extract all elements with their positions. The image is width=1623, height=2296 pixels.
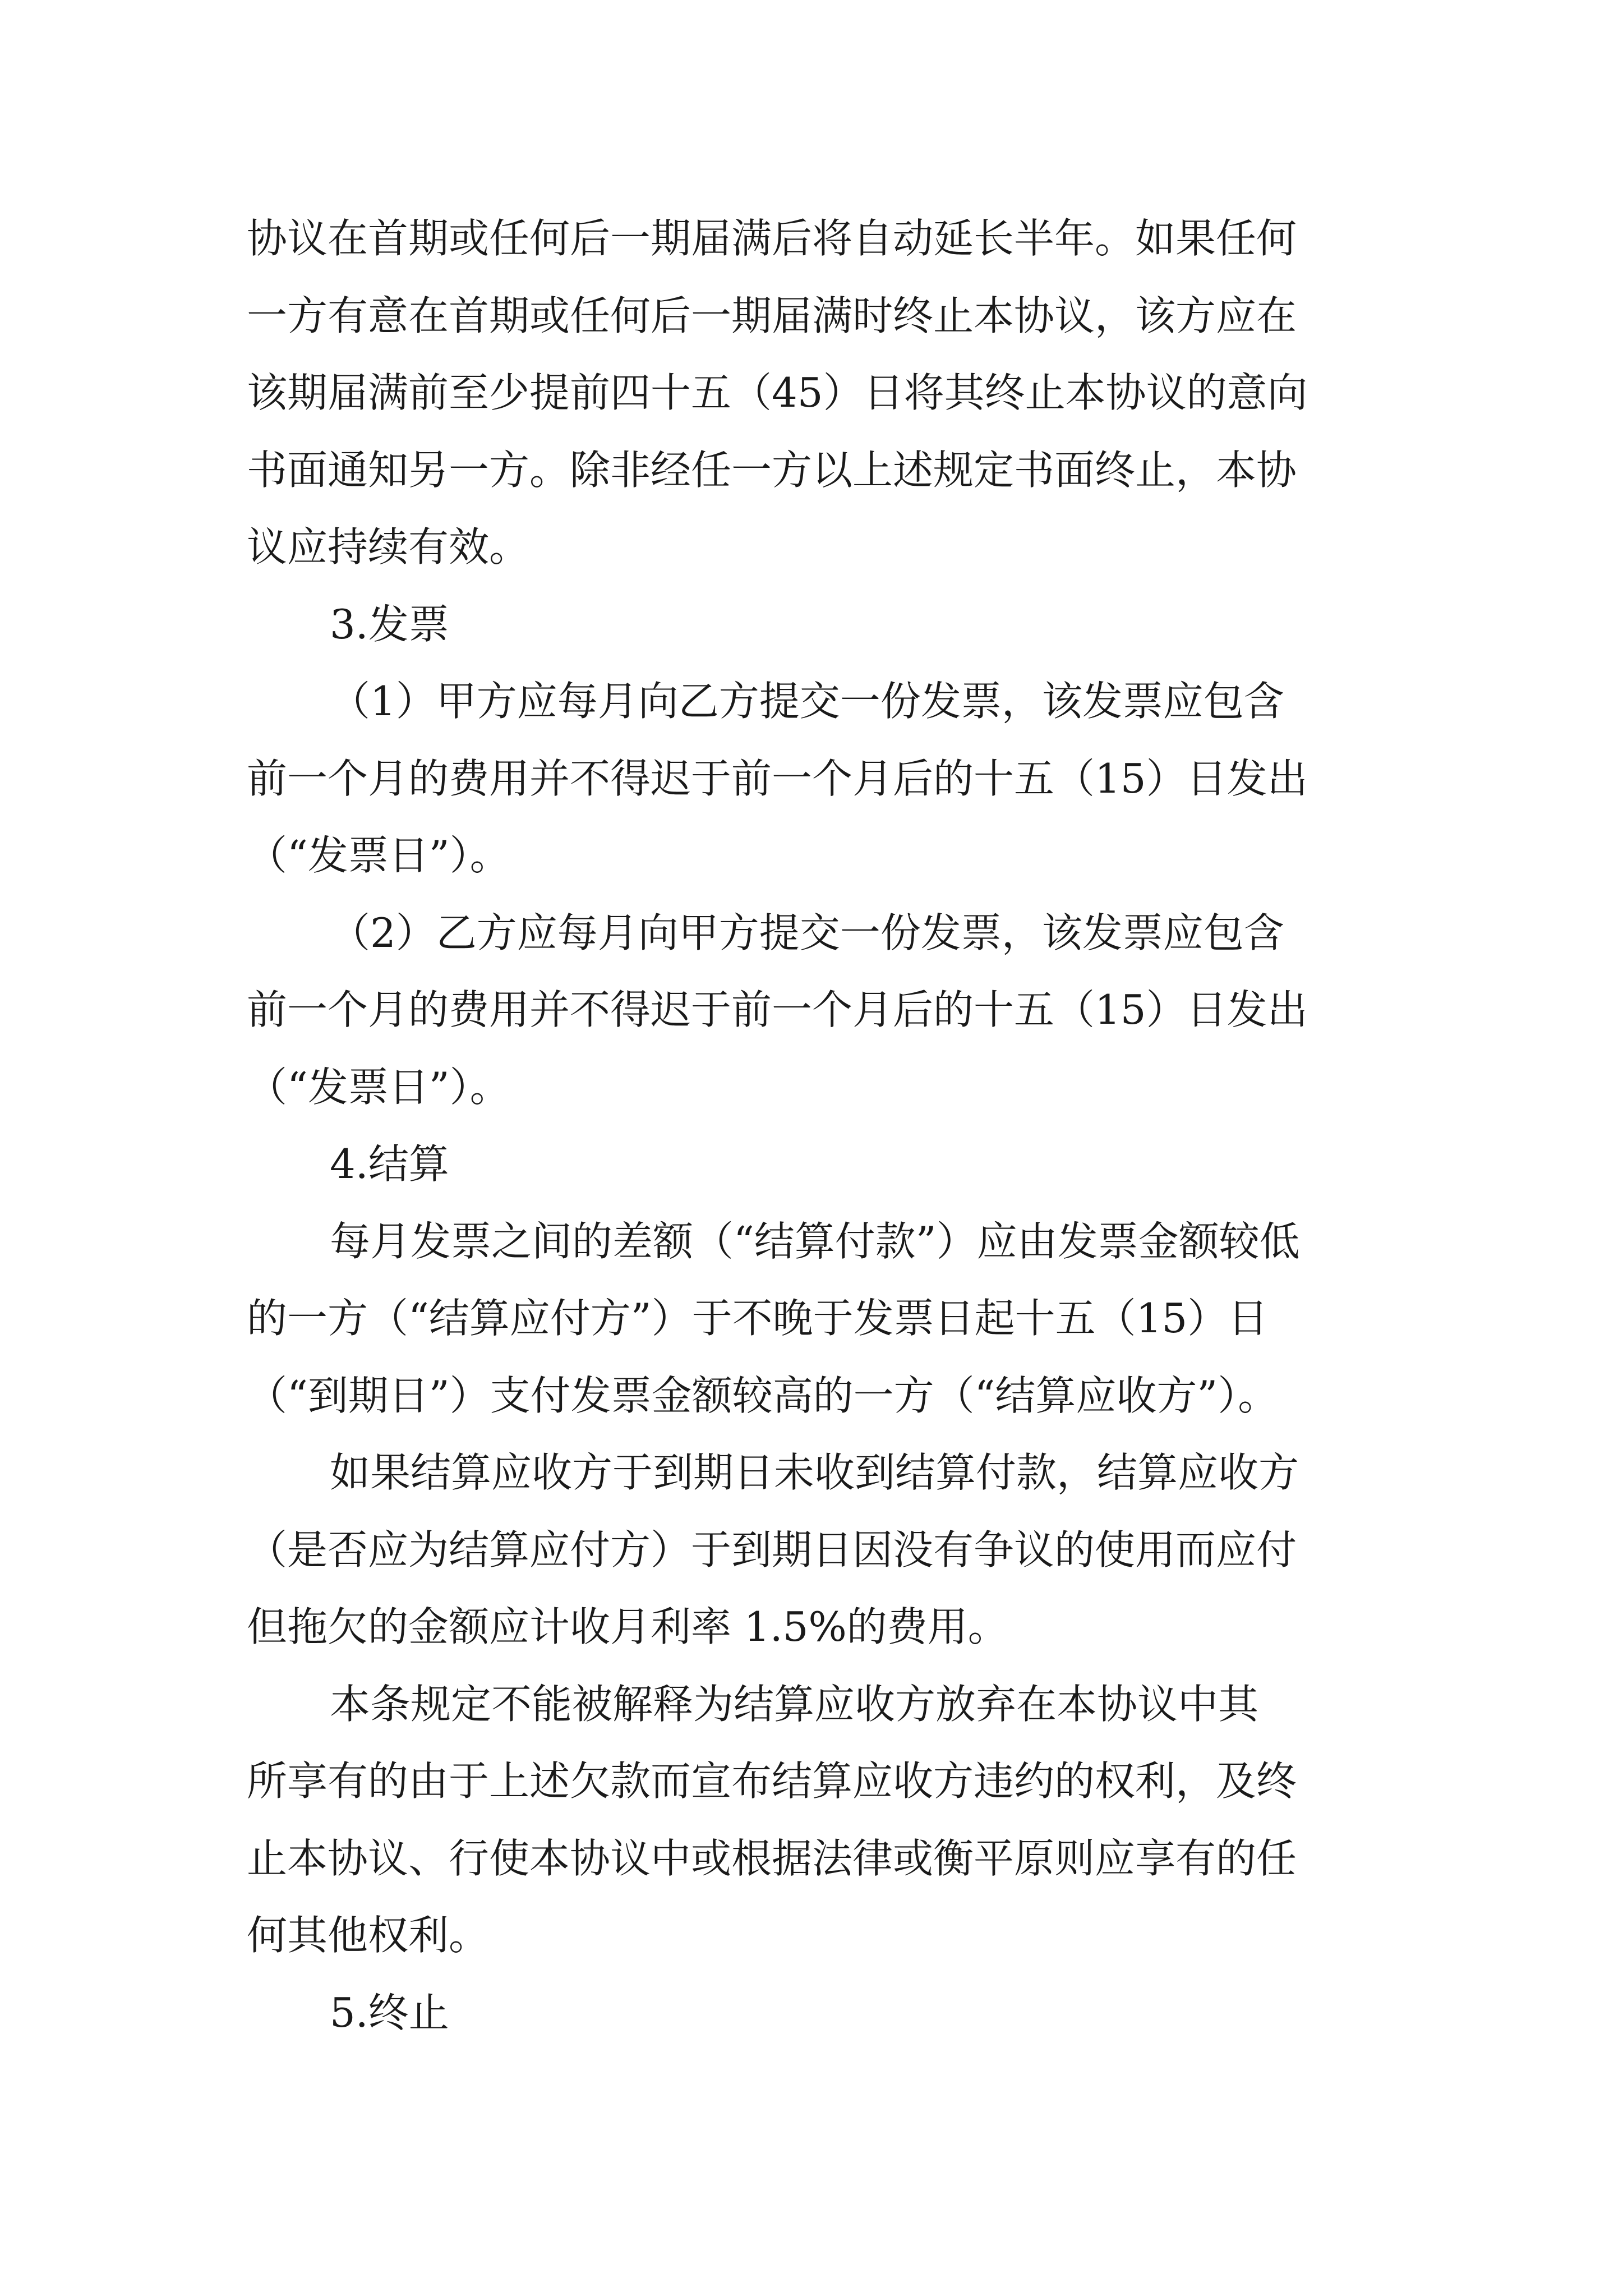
text-line: 但拖欠的金额应计收月利率 1.5%的费用。 [247,1603,1008,1650]
paragraph-line [0,1053,1623,1121]
text-line: 本条规定不能被解释为结算应收方放弃在本协议中其 [330,1681,1259,1728]
paragraph-line [0,822,1623,889]
text-line: （“发票日”）。 [247,1064,510,1111]
text-line: （“发票日”）。 [247,832,510,879]
text-line: 一方有意在首期或任何后一期届满时终止本协议，该方应在 [247,292,1297,339]
text-line: 何其他权利。 [247,1912,490,1959]
text-line: 每月发票之间的差额（“结算付款”）应由发票金额较低 [330,1218,1300,1265]
text-line: 所享有的由于上述欠款而宣布结算应收方违约的权利，及终 [247,1757,1297,1805]
paragraph-line [0,1208,1623,1275]
text-line: 协议在首期或任何后一期届满后将自动延长半年。如果任何 [247,215,1297,262]
text-line: （“到期日”）支付发票金额较高的一方（“结算应收方”）。 [247,1372,1279,1419]
paragraph-line [0,1902,1623,1969]
section-heading-line [0,1130,1623,1198]
text-line: （2）乙方应每月向甲方提交一份发票，该发票应包含 [330,909,1284,956]
paragraph-line [0,1747,1623,1815]
paragraph-line [0,513,1623,581]
text-line: 议应持续有效。 [247,523,530,570]
paragraph-line [0,205,1623,272]
paragraph-line [0,1362,1623,1429]
text-line: （1）甲方应每月向乙方提交一份发票，该发票应包含 [330,678,1284,725]
text-line: 如果结算应收方于到期日未收到结算付款，结算应收方 [330,1449,1299,1496]
paragraph-line [0,436,1623,504]
section-heading-line [0,1979,1623,2046]
section-heading-settlement: 4.结算 [330,1140,449,1188]
paragraph-line [0,1285,1623,1352]
text-line: 该期届满前至少提前四十五（45）日将其终止本协议的意向 [247,369,1308,416]
text-line: 书面通知另一方。除非经任一方以上述规定书面终止，本协 [247,447,1297,494]
paragraph-line [0,899,1623,967]
text-line: （是否应为结算应付方）于到期日因没有争议的使用而应付 [247,1526,1297,1573]
paragraph-line [0,1439,1623,1506]
paragraph-line [0,282,1623,349]
text-line: 前一个月的费用并不得迟于前一个月后的十五（15）日发出 [247,986,1308,1033]
text-line: 止本协议、行使本协议中或根据法律或衡平原则应享有的任 [247,1835,1297,1882]
paragraph-line [0,976,1623,1043]
paragraph-line [0,745,1623,812]
section-heading-line [0,591,1623,658]
text-line: 前一个月的费用并不得迟于前一个月后的十五（15）日发出 [247,755,1308,802]
paragraph-line [0,668,1623,735]
paragraph-line [0,1825,1623,1892]
section-heading-termination: 5.终止 [330,1989,449,2036]
paragraph-line [0,359,1623,426]
paragraph-line [0,1671,1623,1738]
paragraph-line [0,1516,1623,1584]
paragraph-line [0,1593,1623,1660]
text-line: 的一方（“结算应付方”）于不晚于发票日起十五（15）日 [247,1295,1269,1342]
section-heading-invoice: 3.发票 [330,601,449,648]
